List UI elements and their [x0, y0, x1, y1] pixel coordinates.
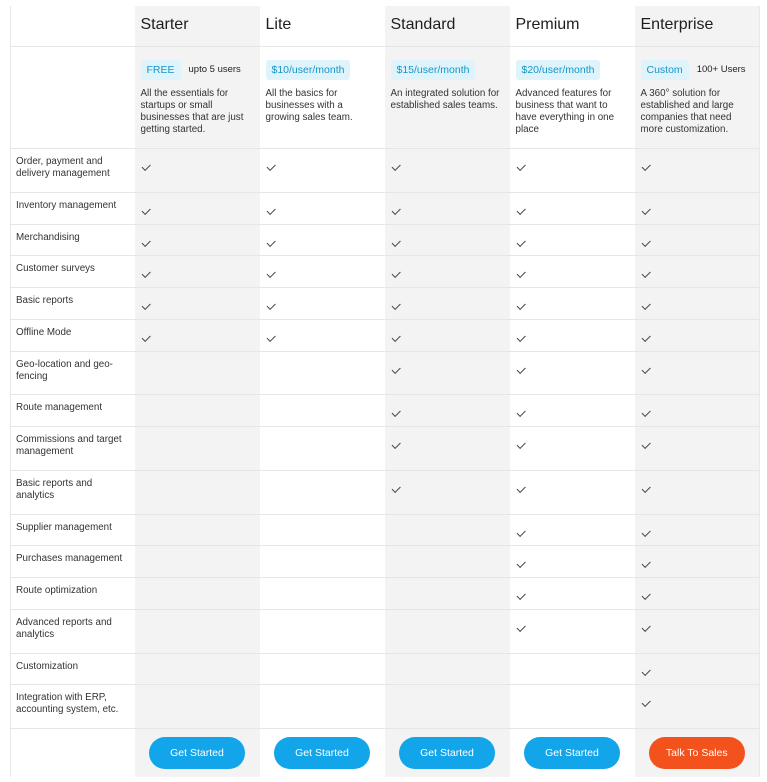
feature-cell-premium	[510, 148, 635, 192]
feature-cell-premium	[510, 255, 635, 287]
plan-description: All the essentials for startups or small businesses that are just getting started.	[140, 87, 244, 136]
check-icon	[391, 408, 400, 417]
talk-to-sales-button[interactable]: Talk To Sales	[649, 737, 745, 769]
feature-cell-standard	[385, 394, 510, 426]
cta-cell-standard	[385, 728, 510, 777]
feature-cell-starter	[135, 470, 260, 514]
feature-cell-starter	[135, 192, 260, 224]
feature-cell-enterprise	[635, 577, 760, 609]
feature-cell-standard	[385, 514, 510, 545]
check-icon	[516, 301, 525, 310]
feature-row	[11, 319, 760, 351]
feature-row	[11, 577, 760, 609]
plan-info-enterprise	[635, 46, 760, 148]
feature-label: Inventory management	[11, 192, 135, 224]
price-line	[266, 60, 379, 80]
info-corner	[11, 46, 135, 148]
feature-cell-starter	[135, 255, 260, 287]
feature-cell-premium	[510, 394, 635, 426]
feature-row	[11, 224, 760, 255]
header-corner	[11, 6, 135, 46]
feature-cell-lite	[260, 319, 385, 351]
plan-info-premium	[510, 46, 635, 148]
price-line	[641, 60, 754, 80]
cta-row	[11, 728, 760, 777]
plan-info-row	[11, 46, 760, 148]
feature-label: Merchandising	[11, 224, 135, 255]
feature-cell-enterprise	[635, 653, 760, 684]
check-icon	[266, 333, 275, 342]
plan-header-row	[11, 6, 760, 46]
feature-cell-lite	[260, 545, 385, 577]
feature-row	[11, 514, 760, 545]
price-badge: Custom	[641, 60, 689, 80]
feature-row	[11, 394, 760, 426]
check-icon	[641, 667, 650, 676]
feature-cell-premium	[510, 224, 635, 255]
check-icon	[516, 206, 525, 215]
check-icon	[516, 162, 525, 171]
feature-cell-premium	[510, 514, 635, 545]
cta-cell-premium	[510, 728, 635, 777]
feature-label: Basic reports	[11, 287, 135, 319]
feature-row	[11, 148, 760, 192]
plan-info-standard	[385, 46, 510, 148]
feature-cell-premium	[510, 545, 635, 577]
feature-label: Customization	[11, 653, 135, 684]
feature-row	[11, 255, 760, 287]
check-icon	[141, 238, 150, 247]
check-icon	[391, 365, 400, 374]
feature-cell-starter	[135, 653, 260, 684]
feature-cell-standard	[385, 224, 510, 255]
check-icon	[641, 162, 650, 171]
check-icon	[391, 206, 400, 215]
feature-cell-lite	[260, 684, 385, 728]
get-started-button[interactable]: Get Started	[524, 737, 620, 769]
feature-cell-premium	[510, 351, 635, 394]
feature-cell-standard	[385, 545, 510, 577]
feature-label: Commissions and target management	[11, 426, 135, 470]
check-icon	[641, 559, 650, 568]
feature-cell-lite	[260, 394, 385, 426]
check-icon	[516, 440, 525, 449]
plan-name-starter: Starter	[135, 6, 260, 46]
check-icon	[391, 440, 400, 449]
check-icon	[641, 698, 650, 707]
check-icon	[516, 238, 525, 247]
feature-cell-starter	[135, 514, 260, 545]
feature-cell-premium	[510, 426, 635, 470]
feature-label: Integration with ERP, accounting system, etc.	[11, 684, 135, 728]
feature-row	[11, 351, 760, 394]
feature-cell-standard	[385, 319, 510, 351]
check-icon	[516, 591, 525, 600]
feature-cell-standard	[385, 351, 510, 394]
feature-cell-enterprise	[635, 255, 760, 287]
price-badge: FREE	[141, 60, 181, 80]
feature-row	[11, 609, 760, 653]
feature-label: Supplier management	[11, 514, 135, 545]
plan-description: An integrated solution for established sales teams.	[390, 87, 500, 111]
price-line	[516, 60, 629, 80]
check-icon	[141, 162, 150, 171]
feature-cell-premium	[510, 609, 635, 653]
feature-cell-lite	[260, 514, 385, 545]
check-icon	[641, 238, 650, 247]
get-started-button[interactable]: Get Started	[274, 737, 370, 769]
check-icon	[391, 484, 400, 493]
feature-cell-standard	[385, 653, 510, 684]
plan-name-lite: Lite	[260, 6, 385, 46]
feature-row	[11, 287, 760, 319]
check-icon	[641, 528, 650, 537]
check-icon	[266, 162, 275, 171]
check-icon	[141, 301, 150, 310]
feature-cell-lite	[260, 255, 385, 287]
price-badge: $20/user/month	[516, 60, 601, 80]
check-icon	[391, 301, 400, 310]
feature-cell-lite	[260, 653, 385, 684]
feature-cell-premium	[510, 577, 635, 609]
feature-cell-enterprise	[635, 351, 760, 394]
feature-cell-enterprise	[635, 514, 760, 545]
check-icon	[516, 623, 525, 632]
check-icon	[266, 301, 275, 310]
plan-description: All the basics for businesses with a growing sales team.	[265, 87, 353, 123]
check-icon	[391, 269, 400, 278]
feature-cell-lite	[260, 192, 385, 224]
cta-cell-starter	[135, 728, 260, 777]
check-icon	[391, 162, 400, 171]
plan-name-standard: Standard	[385, 6, 510, 46]
feature-row	[11, 653, 760, 684]
feature-cell-premium	[510, 470, 635, 514]
feature-label: Basic reports and analytics	[11, 470, 135, 514]
check-icon	[516, 559, 525, 568]
feature-row	[11, 192, 760, 224]
feature-cell-starter	[135, 394, 260, 426]
feature-row	[11, 545, 760, 577]
check-icon	[516, 408, 525, 417]
get-started-button[interactable]: Get Started	[399, 737, 495, 769]
check-icon	[641, 333, 650, 342]
feature-cell-enterprise	[635, 470, 760, 514]
check-icon	[641, 591, 650, 600]
feature-cell-lite	[260, 351, 385, 394]
check-icon	[516, 333, 525, 342]
feature-cell-standard	[385, 192, 510, 224]
feature-row	[11, 426, 760, 470]
check-icon	[141, 206, 150, 215]
check-icon	[516, 365, 525, 374]
feature-cell-premium	[510, 192, 635, 224]
feature-cell-enterprise	[635, 224, 760, 255]
feature-cell-premium	[510, 653, 635, 684]
feature-label: Route optimization	[11, 577, 135, 609]
feature-cell-premium	[510, 684, 635, 728]
plan-info-lite	[260, 46, 385, 148]
plan-description: Advanced features for business that want to have everything in one place	[515, 87, 615, 136]
feature-row	[11, 684, 760, 728]
check-icon	[141, 333, 150, 342]
user-limit: 100+ Users	[696, 64, 746, 75]
feature-cell-starter	[135, 287, 260, 319]
plan-name-enterprise: Enterprise	[635, 6, 760, 46]
feature-cell-standard	[385, 426, 510, 470]
price-badge: $10/user/month	[266, 60, 351, 80]
check-icon	[641, 365, 650, 374]
cta-cell-enterprise	[635, 728, 760, 777]
feature-cell-premium	[510, 319, 635, 351]
user-limit: upto 5 users	[188, 64, 241, 75]
feature-cell-lite	[260, 609, 385, 653]
check-icon	[641, 269, 650, 278]
feature-cell-enterprise	[635, 684, 760, 728]
feature-label: Purchases management	[11, 545, 135, 577]
check-icon	[141, 269, 150, 278]
check-icon	[266, 269, 275, 278]
plan-description: A 360° solution for established and large companies that need more customization.	[640, 87, 734, 136]
feature-cell-starter	[135, 684, 260, 728]
feature-cell-enterprise	[635, 426, 760, 470]
feature-cell-standard	[385, 609, 510, 653]
feature-row	[11, 470, 760, 514]
feature-cell-starter	[135, 426, 260, 470]
check-icon	[641, 440, 650, 449]
check-icon	[391, 238, 400, 247]
feature-label: Offline Mode	[11, 319, 135, 351]
check-icon	[516, 484, 525, 493]
feature-cell-lite	[260, 426, 385, 470]
feature-label: Route management	[11, 394, 135, 426]
check-icon	[641, 484, 650, 493]
check-icon	[516, 528, 525, 537]
feature-cell-lite	[260, 470, 385, 514]
check-icon	[641, 301, 650, 310]
feature-cell-standard	[385, 148, 510, 192]
feature-cell-enterprise	[635, 287, 760, 319]
feature-cell-starter	[135, 148, 260, 192]
pricing-comparison-table	[10, 6, 760, 777]
feature-cell-premium	[510, 287, 635, 319]
check-icon	[641, 408, 650, 417]
feature-cell-standard	[385, 684, 510, 728]
check-icon	[641, 206, 650, 215]
feature-cell-standard	[385, 470, 510, 514]
feature-cell-enterprise	[635, 545, 760, 577]
feature-label: Geo-location and geo-fencing	[11, 351, 135, 394]
plan-name-premium: Premium	[510, 6, 635, 46]
feature-cell-enterprise	[635, 192, 760, 224]
check-icon	[391, 333, 400, 342]
check-icon	[266, 206, 275, 215]
feature-cell-lite	[260, 148, 385, 192]
cta-cell-lite	[260, 728, 385, 777]
feature-cell-lite	[260, 224, 385, 255]
check-icon	[516, 269, 525, 278]
feature-label: Customer surveys	[11, 255, 135, 287]
feature-cell-starter	[135, 224, 260, 255]
price-line	[141, 60, 254, 80]
price-line	[391, 60, 504, 80]
cta-corner	[11, 728, 135, 777]
feature-cell-starter	[135, 545, 260, 577]
plan-info-starter	[135, 46, 260, 148]
feature-cell-enterprise	[635, 319, 760, 351]
feature-label: Advanced reports and analytics	[11, 609, 135, 653]
feature-cell-standard	[385, 287, 510, 319]
feature-cell-starter	[135, 609, 260, 653]
feature-cell-starter	[135, 351, 260, 394]
feature-cell-lite	[260, 287, 385, 319]
feature-cell-standard	[385, 255, 510, 287]
price-badge: $15/user/month	[391, 60, 476, 80]
feature-cell-enterprise	[635, 609, 760, 653]
feature-label: Order, payment and delivery management	[11, 148, 135, 192]
feature-cell-lite	[260, 577, 385, 609]
feature-cell-starter	[135, 319, 260, 351]
feature-cell-starter	[135, 577, 260, 609]
check-icon	[266, 238, 275, 247]
feature-cell-enterprise	[635, 394, 760, 426]
get-started-button[interactable]: Get Started	[149, 737, 245, 769]
feature-cell-enterprise	[635, 148, 760, 192]
check-icon	[641, 623, 650, 632]
feature-cell-standard	[385, 577, 510, 609]
